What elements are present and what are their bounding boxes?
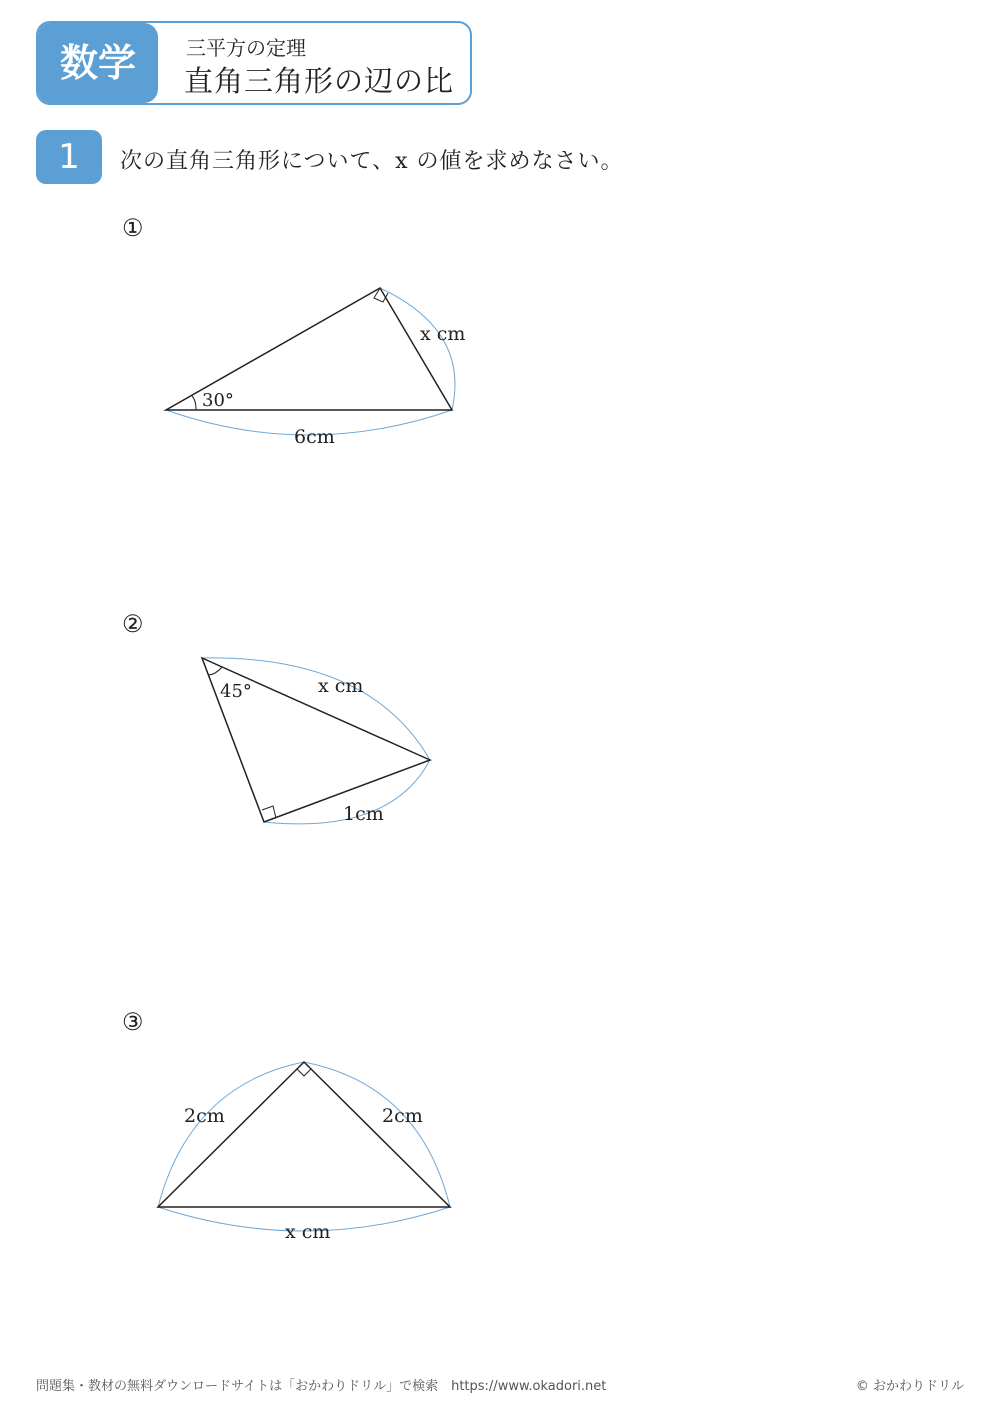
unit-title: 三平方の定理 [186, 36, 306, 60]
triangle-3 [158, 1062, 450, 1207]
problem-2-label: ② [122, 610, 144, 638]
side-label-1b: 6cm [294, 426, 335, 448]
footer-copyright: © おかわりドリル [855, 1379, 964, 1394]
problem-1-label: ① [122, 214, 144, 242]
side-label-2a: x cm [318, 675, 364, 697]
question-instruction: 次の直角三角形について、x の値を求めなさい。 [120, 149, 624, 174]
right-angle-mark-3 [297, 1069, 311, 1076]
angle-arc-1 [192, 396, 196, 410]
side-label-3-bottom: x cm [285, 1221, 331, 1243]
side-label-3-right: 2cm [382, 1105, 423, 1127]
question-number-badge: 1 [36, 130, 102, 184]
subject-badge: 数学 [38, 23, 158, 103]
right-angle-mark-2 [262, 806, 276, 818]
angle-arc-2 [208, 667, 222, 675]
angle-label-2: 45° [220, 681, 252, 702]
angle-label-1: 30° [202, 390, 234, 411]
side-label-1a: x cm [420, 323, 466, 345]
side-label-3-left: 2cm [184, 1105, 225, 1127]
problem-3-label: ③ [122, 1008, 144, 1036]
topic-title: 直角三角形の辺の比 [184, 64, 455, 98]
footer-site-text: 問題集・教材の無料ダウンロードサイトは「おかわりドリル」で検索 https://www.okadori.net [36, 1379, 607, 1394]
side-label-2b: 1cm [343, 803, 384, 825]
